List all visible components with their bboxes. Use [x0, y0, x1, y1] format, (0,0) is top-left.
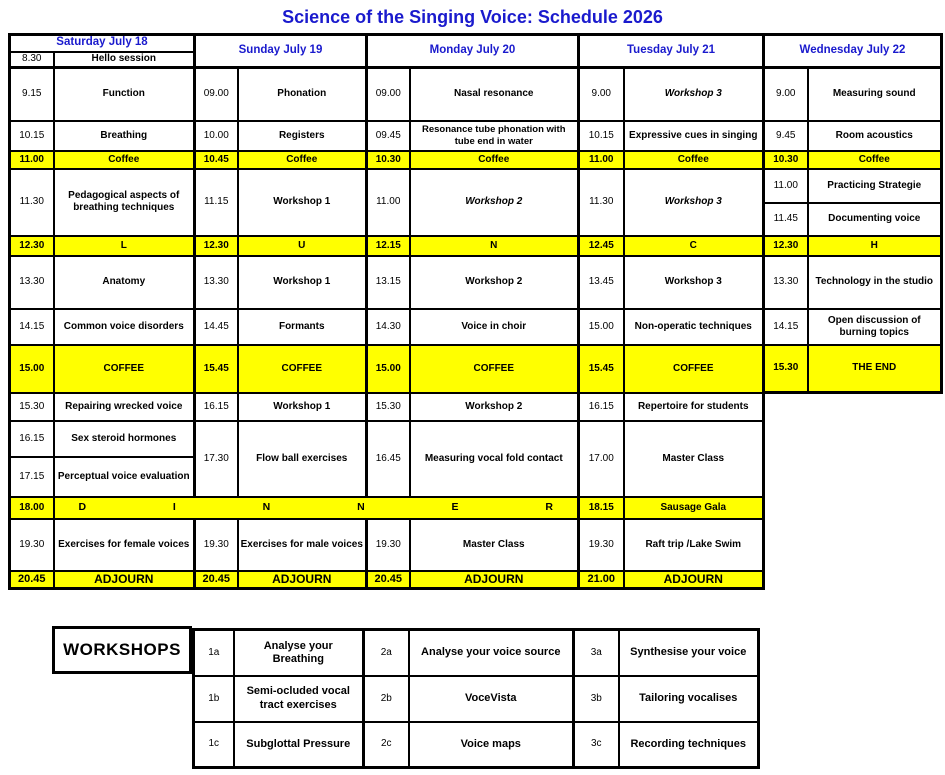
event-cell: Master Class: [410, 519, 579, 571]
time-cell: 20.45: [367, 571, 410, 589]
event-cell: Practicing Strategie: [808, 169, 942, 203]
lunch-letter-cell: C: [624, 236, 764, 256]
event-cell: Workshop 2: [410, 169, 579, 236]
event-cell: Hello session: [54, 52, 195, 68]
workshop-number: 2b: [364, 676, 409, 722]
day-header-saturday: Saturday July 18: [10, 35, 195, 52]
workshop-number: 3c: [574, 722, 619, 768]
dinner-letter: R: [545, 501, 553, 514]
time-cell: 14.30: [367, 309, 410, 345]
event-cell: Open discussion of burning topics: [808, 309, 942, 345]
workshops-title: WORKSHOPS: [63, 640, 181, 659]
time-cell: 15.00: [10, 345, 54, 393]
time-cell: 15.45: [579, 345, 624, 393]
coffee-cell: Coffee: [624, 151, 764, 169]
adjourn-cell: ADJOURN: [410, 571, 579, 589]
time-cell: 9.15: [10, 68, 54, 121]
dinner-letter: I: [172, 501, 176, 514]
workshop-label: Analyse your Breathing: [234, 630, 364, 676]
event-cell: Raft trip /Lake Swim: [624, 519, 764, 571]
event-cell: Breathing: [54, 121, 195, 151]
time-cell: 10.15: [579, 121, 624, 151]
time-cell: 09.00: [195, 68, 238, 121]
time-cell: 13.30: [195, 256, 238, 309]
time-cell: 21.00: [579, 571, 624, 589]
time-cell: 15.30: [764, 345, 808, 393]
time-cell: 17.15: [10, 457, 54, 497]
time-cell: 13.30: [10, 256, 54, 309]
event-cell: Common voice disorders: [54, 309, 195, 345]
event-cell: Phonation: [238, 68, 367, 121]
dinner-letter: E: [451, 501, 459, 514]
event-cell: Exercises for male voices: [238, 519, 367, 571]
dinner-letter: N: [357, 501, 365, 514]
time-cell: 15.45: [195, 345, 238, 393]
time-cell: 10.30: [764, 151, 808, 169]
time-cell: 9.00: [764, 68, 808, 121]
time-cell: 11.00: [367, 169, 410, 236]
event-cell: Function: [54, 68, 195, 121]
event-cell: Room acoustics: [808, 121, 942, 151]
time-cell: 11.00: [10, 151, 54, 169]
time-cell: 13.30: [764, 256, 808, 309]
dinner-letters: [57, 501, 576, 513]
dinner-letter: D: [78, 501, 87, 514]
event-cell: Exercises for female voices: [54, 519, 195, 571]
adjourn-cell: ADJOURN: [238, 571, 367, 589]
time-cell: 15.30: [10, 393, 54, 421]
event-cell: Documenting voice: [808, 203, 942, 236]
event-cell: Sex steroid hormones: [54, 421, 195, 457]
time-cell: 16.45: [367, 421, 410, 497]
event-cell: Pedagogical aspects of breathing techniques: [54, 169, 195, 236]
day-header-sunday: Sunday July 19: [195, 35, 367, 68]
dinner-banner: [54, 497, 579, 519]
workshops-section: [52, 626, 945, 769]
coffee-cell: Coffee: [238, 151, 367, 169]
time-cell: 8.30: [10, 52, 54, 68]
coffee-cell: Coffee: [54, 151, 195, 169]
workshops-box: [52, 626, 192, 674]
time-cell: 11.15: [195, 169, 238, 236]
event-cell: Technology in the studio: [808, 256, 942, 309]
lunch-letter-cell: L: [54, 236, 195, 256]
time-cell: 11.00: [764, 169, 808, 203]
time-cell: 9.45: [764, 121, 808, 151]
coffee-cell: Coffee: [808, 151, 942, 169]
adjourn-cell: ADJOURN: [54, 571, 195, 589]
time-cell: 16.15: [195, 393, 238, 421]
time-cell: 10.00: [195, 121, 238, 151]
event-cell: Nasal resonance: [410, 68, 579, 121]
schedule-table: [8, 33, 943, 590]
sausage-gala-cell: Sausage Gala: [624, 497, 764, 519]
coffee-cell: COFFEE: [238, 345, 367, 393]
event-cell: Flow ball exercises: [238, 421, 367, 497]
time-cell: 20.45: [195, 571, 238, 589]
workshop-number: 2a: [364, 630, 409, 676]
time-cell: 11.45: [764, 203, 808, 236]
lunch-letter-cell: N: [410, 236, 579, 256]
time-cell: 11.00: [579, 151, 624, 169]
time-cell: 12.45: [579, 236, 624, 256]
time-cell: 11.30: [579, 169, 624, 236]
workshop-label: Synthesise your voice: [619, 630, 759, 676]
coffee-cell: COFFEE: [624, 345, 764, 393]
workshop-number: 1c: [194, 722, 234, 768]
time-cell: 10.30: [367, 151, 410, 169]
event-cell: Workshop 2: [410, 256, 579, 309]
day-header-tuesday: Tuesday July 21: [579, 35, 764, 68]
time-cell: 19.30: [579, 519, 624, 571]
workshop-label: Recording techniques: [619, 722, 759, 768]
time-cell: 12.15: [367, 236, 410, 256]
time-cell: 19.30: [195, 519, 238, 571]
dinner-letter: N: [262, 501, 271, 514]
time-cell: 15.30: [367, 393, 410, 421]
time-cell: 10.45: [195, 151, 238, 169]
time-cell: 12.30: [764, 236, 808, 256]
time-cell: 18.15: [579, 497, 624, 519]
event-cell: Non-operatic techniques: [624, 309, 764, 345]
page-title: Science of the Singing Voice: Schedule 2026: [282, 7, 663, 27]
time-cell: 09.00: [367, 68, 410, 121]
event-cell: Formants: [238, 309, 367, 345]
coffee-cell: COFFEE: [54, 345, 195, 393]
workshop-label: Tailoring vocalises: [619, 676, 759, 722]
time-cell: 11.30: [10, 169, 54, 236]
time-cell: 20.45: [10, 571, 54, 589]
workshop-label: Analyse your voice source: [409, 630, 574, 676]
event-cell: Workshop 3: [624, 256, 764, 309]
time-cell: 13.45: [579, 256, 624, 309]
time-cell: 13.15: [367, 256, 410, 309]
event-cell: Workshop 1: [238, 393, 367, 421]
time-cell: 18.00: [10, 497, 54, 519]
time-cell: 16.15: [10, 421, 54, 457]
event-cell: Master Class: [624, 421, 764, 497]
workshop-label: Subglottal Pressure: [234, 722, 364, 768]
time-cell: 17.00: [579, 421, 624, 497]
event-cell: Perceptual voice evaluation: [54, 457, 195, 497]
adjourn-cell: ADJOURN: [624, 571, 764, 589]
workshop-label: Voice maps: [409, 722, 574, 768]
workshop-label: VoceVista: [409, 676, 574, 722]
time-cell: 14.45: [195, 309, 238, 345]
time-cell: 9.00: [579, 68, 624, 121]
time-cell: 15.00: [367, 345, 410, 393]
event-cell: Workshop 1: [238, 169, 367, 236]
event-cell: Measuring sound: [808, 68, 942, 121]
event-cell: Measuring vocal fold contact: [410, 421, 579, 497]
event-cell: Workshop 3: [624, 169, 764, 236]
workshops-table: [192, 628, 760, 769]
time-cell: 09.45: [367, 121, 410, 151]
time-cell: 12.30: [195, 236, 238, 256]
workshop-label: Semi-ocluded vocal tract exercises: [234, 676, 364, 722]
time-cell: 17.30: [195, 421, 238, 497]
workshop-number: 2c: [364, 722, 409, 768]
event-cell: Anatomy: [54, 256, 195, 309]
event-cell: Voice in choir: [410, 309, 579, 345]
workshop-number: 3b: [574, 676, 619, 722]
coffee-cell: Coffee: [410, 151, 579, 169]
time-cell: 14.15: [764, 309, 808, 345]
event-cell: Workshop 3: [624, 68, 764, 121]
event-cell: Workshop 1: [238, 256, 367, 309]
lunch-letter-cell: U: [238, 236, 367, 256]
time-cell: 12.30: [10, 236, 54, 256]
lunch-letter-cell: H: [808, 236, 942, 256]
time-cell: 10.15: [10, 121, 54, 151]
coffee-cell: COFFEE: [410, 345, 579, 393]
event-cell: Expressive cues in singing: [624, 121, 764, 151]
event-cell: Resonance tube phonation with tube end in water: [410, 121, 579, 151]
time-cell: 19.30: [10, 519, 54, 571]
time-cell: 16.15: [579, 393, 624, 421]
event-cell: Repertoire for students: [624, 393, 764, 421]
event-cell: Workshop 2: [410, 393, 579, 421]
day-header-monday: Monday July 20: [367, 35, 579, 68]
event-cell: Registers: [238, 121, 367, 151]
time-cell: 19.30: [367, 519, 410, 571]
workshop-number: 3a: [574, 630, 619, 676]
workshop-number: 1a: [194, 630, 234, 676]
time-cell: 15.00: [579, 309, 624, 345]
event-cell: Repairing wrecked voice: [54, 393, 195, 421]
day-header-wednesday: Wednesday July 22: [764, 35, 942, 68]
time-cell: 14.15: [10, 309, 54, 345]
workshop-number: 1b: [194, 676, 234, 722]
the-end-cell: THE END: [808, 345, 942, 393]
